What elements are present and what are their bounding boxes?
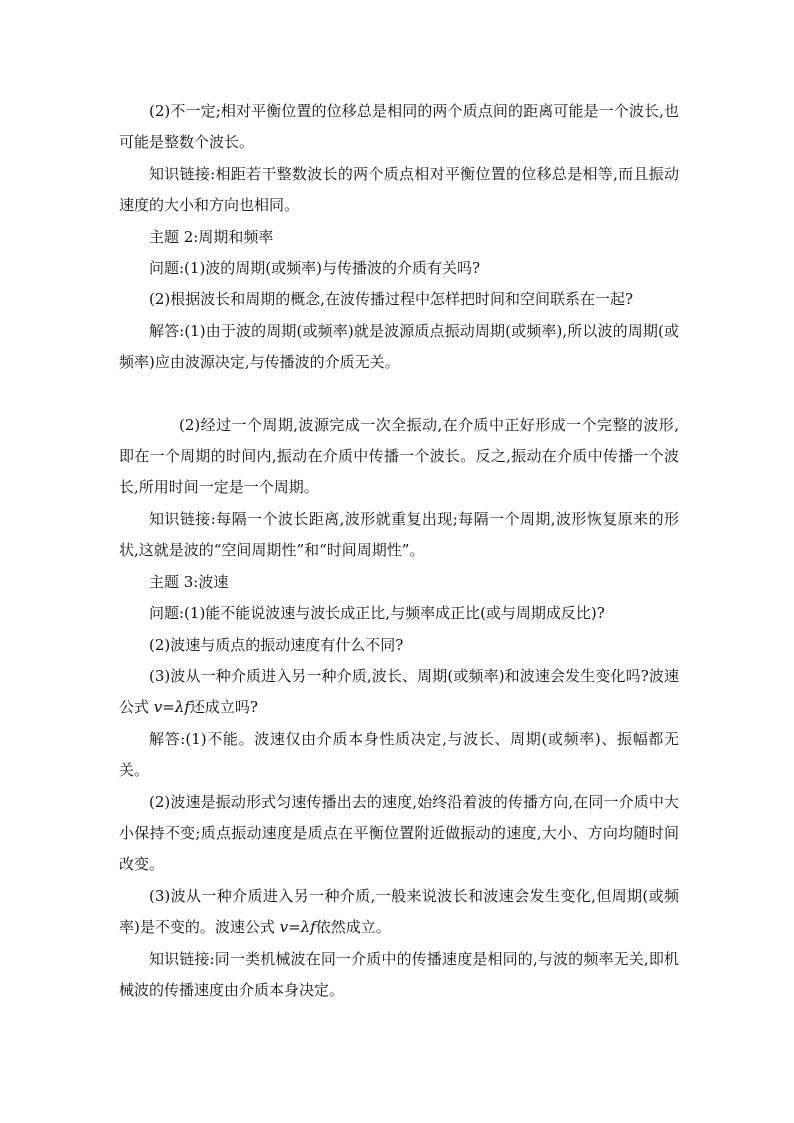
paragraph-gap <box>119 379 679 410</box>
answer-period-frequency-2: (2)经过一个周期,波源完成一次全振动,在介质中正好形成一个完整的波形,即在一个周期的时间内,振动在介质中传播一个波长。反之,振动在介质中传播一个波长,所用时间一定是一个周期。 <box>119 415 679 497</box>
answer-wave-speed-1: 解答:(1)不能。波速仅由介质本身性质决定,与波长、周期(或频率)、振幅都无关。 <box>119 729 679 780</box>
answer-wave-speed-3 <box>119 881 679 944</box>
answer-wave-speed-3-tail: 依然成立。 <box>315 918 391 937</box>
question-wave-speed-1: 问题:(1)能不能说波速与波长成正比,与频率成正比(或与周期成反比)? <box>149 604 605 623</box>
answer-part-2: (2)不一定;相对平衡位置的位移总是相同的两个质点间的距离可能是一个波长,也可能是整数个波长。 <box>119 102 679 152</box>
wave-speed-formula: v=λf <box>279 918 316 937</box>
wave-speed-formula: v=λf <box>153 698 190 717</box>
answer-wave-speed-2: (2)波速是振动形式匀速传播出去的速度,始终沿着波的传播方向,在同一介质中大小保持不变;质点振动速度是质点在平衡位置附近做振动的速度,大小、方向均随时间改变。 <box>119 792 679 874</box>
knowledge-link-2: 知识链接:每隔一个波长距离,波形就重复出现;每隔一个周期,波形恢复原来的形状,这就是波的“空间周期性”和“时间周期性”。 <box>119 509 679 560</box>
question-period-frequency-2: (2)根据波长和周期的概念,在波传播过程中怎样把时间和空间联系在一起? <box>149 290 634 309</box>
answer-period-frequency-1: 解答:(1)由于波的周期(或频率)就是波源质点振动周期(或频率),所以波的周期(或频率)应由波源决定,与传播波的介质无关。 <box>119 321 679 372</box>
question-wave-speed-3-tail: 还成立吗? <box>189 698 258 717</box>
knowledge-link-3: 知识链接:同一类机械波在同一介质中的传播速度是相同的,与波的频率无关,即机械波的传播速度由介质本身决定。 <box>119 949 679 999</box>
document-body <box>119 96 679 1006</box>
question-wave-speed-3-text: (3)波从一种介质进入另一种介质,波长、周期(或频率)和波速会发生变化吗?波速公式 <box>119 666 679 717</box>
topic-3-heading: 主题 3:波速 <box>149 572 229 591</box>
topic-2-heading: 主题 2:周期和频率 <box>149 227 274 246</box>
question-wave-speed-2: (2)波速与质点的振动速度有什么不同? <box>149 635 404 654</box>
knowledge-link-1: 知识链接:相距若干整数波长的两个质点相对平衡位置的位移总是相等,而且振动速度的大小和方向也相同。 <box>119 164 679 215</box>
question-period-frequency-1: 问题:(1)波的周期(或频率)与传播波的介质有关吗? <box>149 259 481 278</box>
answer-wave-speed-3-text: (3)波从一种介质进入另一种介质,一般来说波长和波速会发生变化,但周期(或频率)是不变的。波速公式 <box>119 886 679 937</box>
question-wave-speed-3 <box>119 661 679 724</box>
